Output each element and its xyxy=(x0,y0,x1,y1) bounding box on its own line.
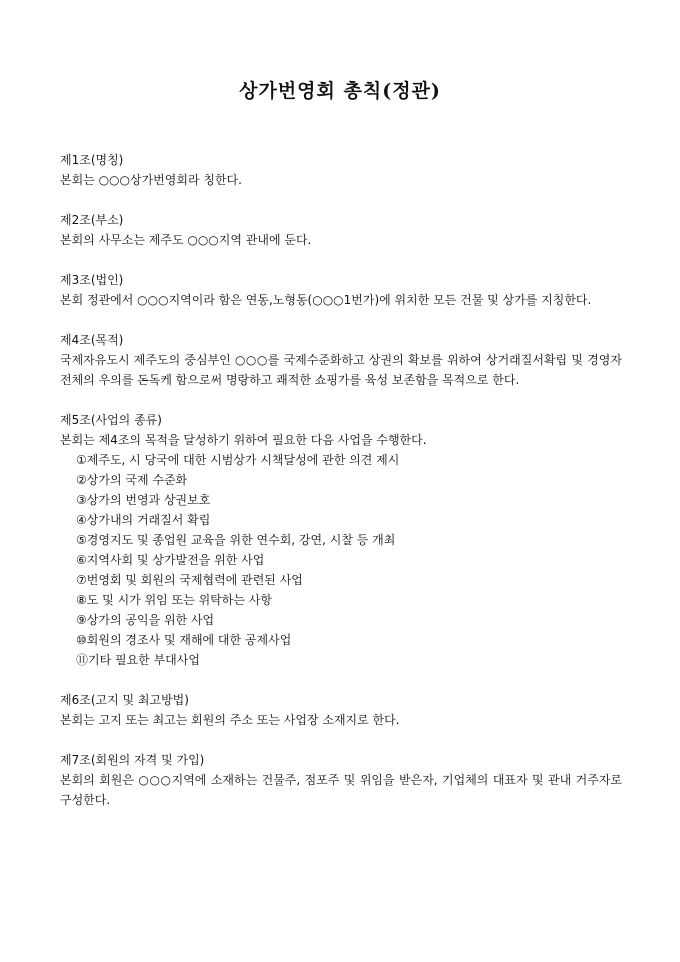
list-item: ③상가의 번영과 상권보호 xyxy=(76,493,211,507)
list-item: ④상가내의 거래질서 확립 xyxy=(76,513,211,527)
article-1 xyxy=(60,150,622,190)
article-text: 본회 정관에서 ○○○지역이라 함은 연동,노형동(○○○1번가)에 위치한 모든 건물 및 상가를 지칭한다. xyxy=(60,293,592,307)
article-heading: 제3조(법인) xyxy=(60,273,124,287)
list-item: ⑩회원의 경조사 및 재해에 대한 공제사업 xyxy=(76,633,292,647)
list-item: ⑦번영회 및 회원의 국제협력에 관련된 사업 xyxy=(76,573,303,587)
list-item: ⑪기타 필요한 부대사업 xyxy=(76,653,200,667)
article-heading: 제5조(사업의 종류) xyxy=(60,413,162,427)
document-title: 상가번영회 총칙(정관) xyxy=(239,80,441,102)
list-item: ②상가의 국제 수준화 xyxy=(76,473,188,487)
article-5 xyxy=(60,410,622,670)
article-heading: 제7조(회원의 자격 및 가입) xyxy=(60,753,205,767)
list-item: ⑥지역사회 및 상가발전을 위한 사업 xyxy=(76,553,265,567)
list-item: ⑧도 및 시가 위임 또는 위탁하는 사항 xyxy=(76,593,272,607)
article-7 xyxy=(60,750,622,810)
article-6 xyxy=(60,690,622,730)
article-text: 본회의 회원은 ○○○지역에 소재하는 건물주, 점포주 및 위임을 받은자, 기업체의 대표자 및 관내 거주자로 구성한다. xyxy=(60,773,622,807)
article-heading: 제4조(목적) xyxy=(60,333,124,347)
list-item: ⑨상가의 공익을 위한 사업 xyxy=(76,613,215,627)
article-4 xyxy=(60,330,622,390)
article-heading: 제2조(부소) xyxy=(60,213,124,227)
list-item: ⑤경영지도 및 종업원 교육을 위한 연수회, 강연, 시찰 등 개최 xyxy=(76,533,396,547)
article-heading: 제6조(고지 및 최고방법) xyxy=(60,693,189,707)
list-item: ①제주도, 시 당국에 대한 시범상가 시책달성에 관한 의견 제시 xyxy=(76,453,400,467)
article-2 xyxy=(60,210,622,250)
document-body xyxy=(60,150,622,830)
article-text: 본회의 사무소는 제주도 ○○○지역 관내에 둔다. xyxy=(60,233,312,247)
article-text: 본회는 제4조의 목적을 달성하기 위하여 필요한 다음 사업을 수행한다. xyxy=(60,433,427,447)
article-text: 본회는 고지 또는 최고는 회원의 주소 또는 사업장 소재지로 한다. xyxy=(60,713,400,727)
article-text: 국제자유도시 제주도의 중심부인 ○○○를 국제수준화하고 상권의 확보를 위하여 상거래질서확립 및 경영자 전체의 우의를 돈독케 함으로써 명랑하고 쾌적한 쇼핑가를 육성 보존함을 목적으로 한다. xyxy=(60,353,622,387)
article-3 xyxy=(60,270,622,310)
business-item-list xyxy=(60,450,622,670)
article-text: 본회는 ○○○상가번영회라 칭한다. xyxy=(60,173,242,187)
article-heading: 제1조(명칭) xyxy=(60,153,124,167)
